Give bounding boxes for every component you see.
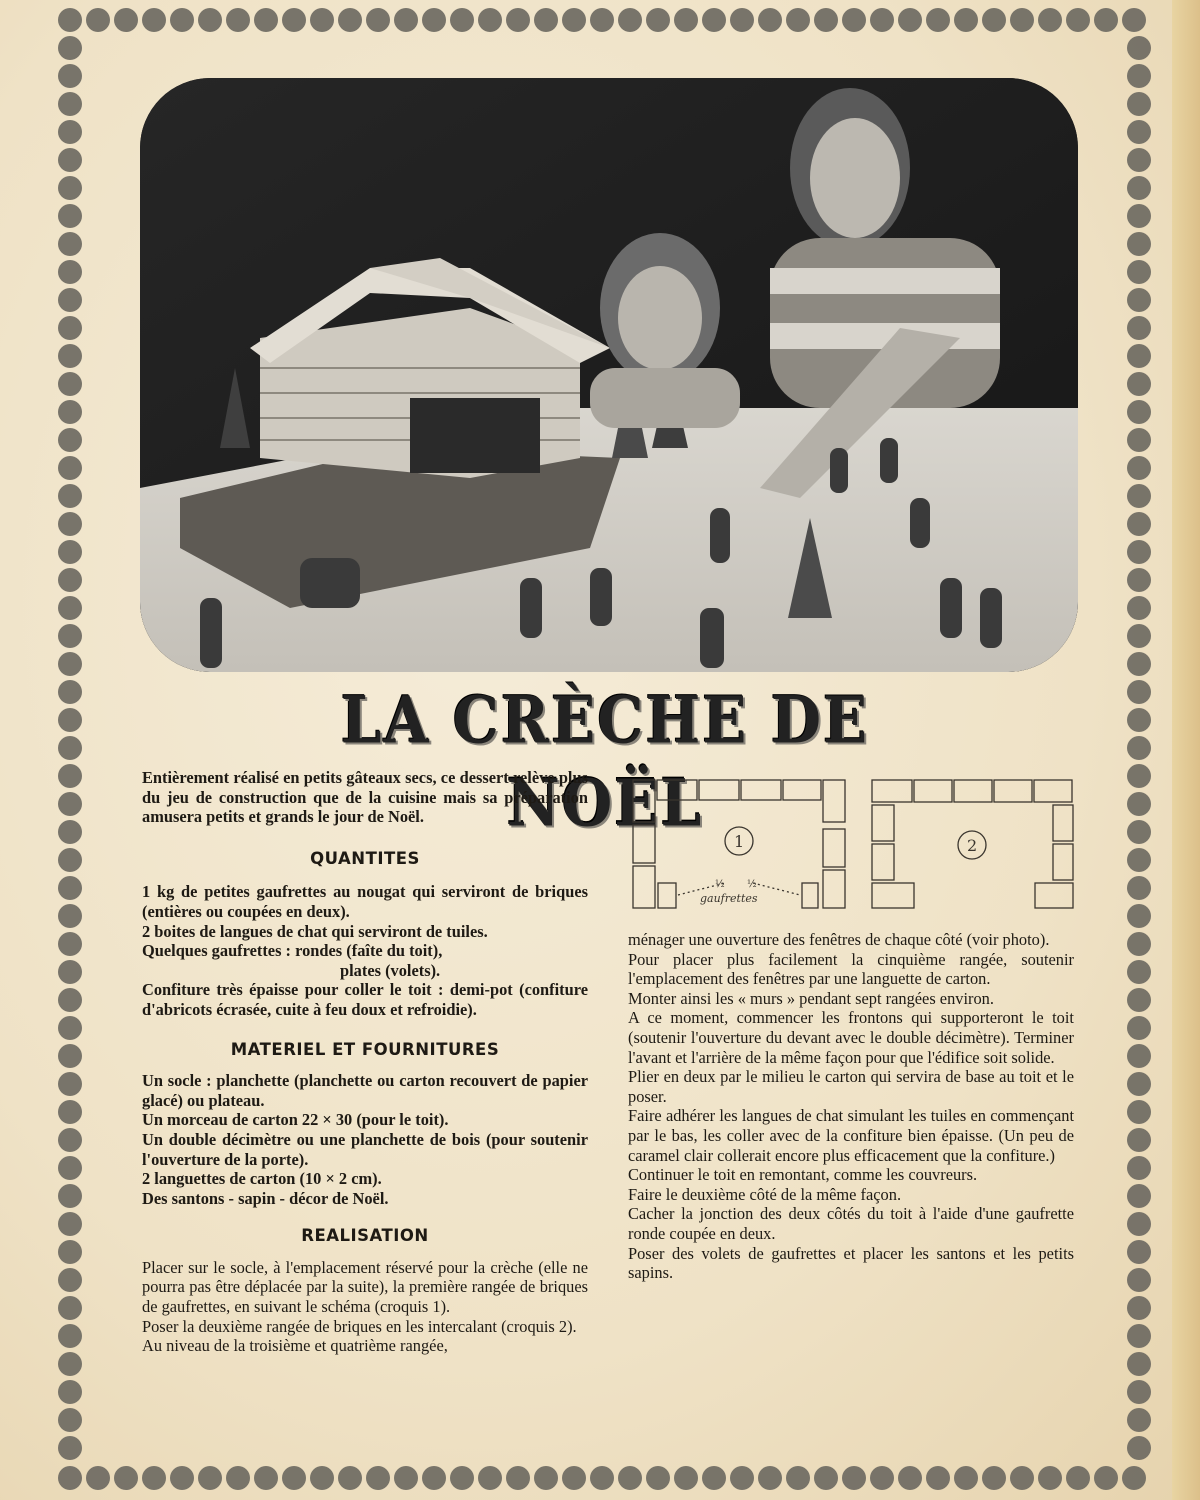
border-dot	[702, 1466, 726, 1490]
realisation-paragraph: Placer sur le socle, à l'emplacement réservé pour la crèche (elle ne pourra pas être déplacée par la suite), la première rangée de briques de gaufrettes, en suivant le schéma (croquis 1).	[142, 1257, 588, 1317]
border-dot	[58, 92, 82, 116]
border-dot	[58, 456, 82, 480]
border-dot	[478, 8, 502, 32]
sketch-annotation: gaufrettes	[700, 892, 758, 905]
border-dot	[58, 596, 82, 620]
border-dot	[170, 1466, 194, 1490]
border-dot	[1127, 148, 1151, 172]
photo-illustration	[140, 78, 1078, 672]
border-dot	[58, 1436, 82, 1460]
border-dot	[1038, 8, 1062, 32]
border-dot	[1127, 1240, 1151, 1264]
border-dot	[618, 8, 642, 32]
heading-materiel: MATERIEL ET FOURNITURES	[230, 1039, 500, 1059]
border-dot	[338, 1466, 362, 1490]
realisation-paragraph: Poser des volets de gaufrettes et placer les santons et les petits sapins.	[628, 1243, 1074, 1283]
border-dot	[58, 904, 82, 928]
border-dot	[1127, 680, 1151, 704]
border-dot	[310, 1466, 334, 1490]
border-dot	[758, 8, 782, 32]
border-dot	[1127, 540, 1151, 564]
realisation-paragraph: Pour placer plus facilement la cinquième rangée, soutenir l'emplacement des fenêtres par une languette de carton.	[628, 949, 1074, 989]
border-dot	[1127, 1072, 1151, 1096]
border-dot	[58, 428, 82, 452]
realisation-paragraph: Monter ainsi les « murs » pendant sept rangées environ.	[628, 988, 994, 1008]
border-dot	[646, 1466, 670, 1490]
border-dot	[1127, 1380, 1151, 1404]
border-dot	[1127, 288, 1151, 312]
border-dot	[198, 8, 222, 32]
border-dot	[58, 8, 82, 32]
border-dot	[1127, 764, 1151, 788]
border-dot	[394, 8, 418, 32]
border-dot	[58, 512, 82, 536]
realisation-paragraph: Plier en deux par le milieu le carton qui servira de base au toit et le poser.	[628, 1067, 1074, 1106]
border-dot	[1127, 456, 1151, 480]
page-edge	[1172, 0, 1200, 1500]
border-dot	[58, 1128, 82, 1152]
dot-border-left	[58, 36, 82, 1460]
border-dot	[254, 1466, 278, 1490]
quantite-item: plates (volets).	[340, 960, 441, 980]
materiel-item: Un socle : planchette (planchette ou carton recouvert de papier glacé) ou plateau.	[142, 1071, 588, 1110]
border-dot	[1127, 652, 1151, 676]
border-dot	[58, 540, 82, 564]
sketch-annotation: ½	[747, 879, 757, 890]
border-dot	[366, 8, 390, 32]
border-dot	[1127, 876, 1151, 900]
border-dot	[58, 1156, 82, 1180]
border-dot	[562, 8, 586, 32]
intro-paragraph: Entièrement réalisé en petits gâteaux secs, ce dessert relève plus du jeu de construction que de la cuisine mais sa préparation amusera petits et grands le jour de Noël.	[142, 768, 588, 827]
border-dot	[58, 260, 82, 284]
border-dot	[1127, 232, 1151, 256]
sketch-annotation: ½	[715, 879, 725, 890]
border-dot	[982, 1466, 1006, 1490]
border-dot	[58, 652, 82, 676]
border-dot	[730, 1466, 754, 1490]
border-dot	[366, 1466, 390, 1490]
construction-sketches	[625, 775, 1080, 910]
border-dot	[58, 400, 82, 424]
border-dot	[786, 1466, 810, 1490]
border-dot	[926, 8, 950, 32]
border-dot	[674, 8, 698, 32]
border-dot	[58, 148, 82, 172]
dot-border-right	[1127, 36, 1151, 1460]
border-dot	[1127, 372, 1151, 396]
realisation-paragraph: Poser la deuxième rangée de briques en les intercalant (croquis 2).	[142, 1316, 577, 1336]
page-title: LA CRÈCHE DE NOËL	[340, 681, 870, 841]
border-dot	[58, 1044, 82, 1068]
left-column	[142, 768, 588, 1356]
dot-border-top	[58, 8, 1146, 32]
border-dot	[58, 932, 82, 956]
border-dot	[58, 1212, 82, 1236]
border-dot	[1127, 92, 1151, 116]
border-dot	[1127, 736, 1151, 760]
border-dot	[786, 8, 810, 32]
border-dot	[1127, 568, 1151, 592]
border-dot	[338, 8, 362, 32]
border-dot	[1127, 1044, 1151, 1068]
border-dot	[1127, 344, 1151, 368]
border-dot	[58, 1100, 82, 1124]
border-dot	[1127, 932, 1151, 956]
border-dot	[422, 8, 446, 32]
border-dot	[394, 1466, 418, 1490]
border-dot	[450, 1466, 474, 1490]
heading-quantites: QUANTITES	[310, 848, 420, 868]
border-dot	[1127, 708, 1151, 732]
border-dot	[58, 624, 82, 648]
border-dot	[842, 1466, 866, 1490]
border-dot	[702, 8, 726, 32]
border-dot	[1127, 176, 1151, 200]
border-dot	[590, 8, 614, 32]
border-dot	[114, 8, 138, 32]
border-dot	[58, 36, 82, 60]
materiel-item: Un morceau de carton 22 × 30 (pour le toit).	[142, 1110, 449, 1130]
border-dot	[1127, 1296, 1151, 1320]
border-dot	[1127, 120, 1151, 144]
border-dot	[58, 1380, 82, 1404]
border-dot	[1127, 1100, 1151, 1124]
border-dot	[58, 960, 82, 984]
realisation-paragraph: Cacher la jonction des deux côtés du toit à l'aide d'une gaufrette ronde coupée en deux.	[628, 1204, 1074, 1243]
realisation-paragraph: Faire adhérer les langues de chat simulant les tuiles en commençant par le bas, les coller avec de la confiture bien épaisse. (Un peu de caramel clair collerait encore plus efficacement que la confiture.)	[628, 1106, 1074, 1165]
border-dot	[58, 1352, 82, 1376]
border-dot	[1127, 1156, 1151, 1180]
border-dot	[1127, 204, 1151, 228]
realisation-paragraph: Au niveau de la troisième et quatrième rangée,	[142, 1336, 448, 1356]
border-dot	[898, 1466, 922, 1490]
border-dot	[58, 344, 82, 368]
border-dot	[58, 568, 82, 592]
border-dot	[58, 988, 82, 1012]
border-dot	[506, 8, 530, 32]
border-dot	[1127, 36, 1151, 60]
quantite-item: 1 kg de petites gaufrettes au nougat qui serviront de briques (entières ou coupées en deux).	[142, 882, 588, 921]
border-dot	[422, 1466, 446, 1490]
border-dot	[1127, 848, 1151, 872]
materiel-item: Un double décimètre ou une planchette de bois (pour soutenir l'ouverture de la porte).	[142, 1129, 588, 1169]
border-dot	[1122, 1466, 1146, 1490]
border-dot	[1066, 8, 1090, 32]
border-dot	[954, 1466, 978, 1490]
border-dot	[1127, 1268, 1151, 1292]
border-dot	[170, 8, 194, 32]
border-dot	[534, 1466, 558, 1490]
border-dot	[870, 1466, 894, 1490]
border-dot	[58, 1268, 82, 1292]
border-dot	[1127, 484, 1151, 508]
border-dot	[58, 1324, 82, 1348]
border-dot	[1127, 64, 1151, 88]
border-dot	[58, 848, 82, 872]
border-dot	[1066, 1466, 1090, 1490]
border-dot	[1127, 1324, 1151, 1348]
border-dot	[1127, 1408, 1151, 1432]
border-dot	[1127, 512, 1151, 536]
border-dot	[1127, 960, 1151, 984]
border-dot	[58, 1184, 82, 1208]
border-dot	[282, 1466, 306, 1490]
border-dot	[114, 1466, 138, 1490]
border-dot	[58, 484, 82, 508]
sketch-1-label: 1	[734, 832, 745, 851]
border-dot	[58, 176, 82, 200]
border-dot	[1038, 1466, 1062, 1490]
right-column	[628, 930, 1074, 1283]
border-dot	[58, 792, 82, 816]
border-dot	[198, 1466, 222, 1490]
border-dot	[590, 1466, 614, 1490]
border-dot	[730, 8, 754, 32]
realisation-paragraph: Faire le deuxième côté de la même façon.	[628, 1184, 902, 1204]
border-dot	[1127, 1128, 1151, 1152]
border-dot	[1127, 428, 1151, 452]
realisation-paragraph: Continuer le toit en remontant, comme les couvreurs.	[628, 1165, 978, 1185]
border-dot	[562, 1466, 586, 1490]
border-dot	[1127, 596, 1151, 620]
border-dot	[450, 8, 474, 32]
border-dot	[1127, 1016, 1151, 1040]
border-dot	[1127, 904, 1151, 928]
border-dot	[814, 8, 838, 32]
border-dot	[86, 1466, 110, 1490]
border-dot	[58, 708, 82, 732]
border-dot	[1127, 260, 1151, 284]
border-dot	[1127, 1212, 1151, 1236]
border-dot	[954, 8, 978, 32]
border-dot	[1127, 316, 1151, 340]
border-dot	[506, 1466, 530, 1490]
border-dot	[58, 1072, 82, 1096]
border-dot	[58, 736, 82, 760]
border-dot	[58, 316, 82, 340]
border-dot	[58, 1408, 82, 1432]
border-dot	[58, 120, 82, 144]
border-dot	[86, 8, 110, 32]
realisation-paragraph: ménager une ouverture des fenêtres de chaque côté (voir photo).	[628, 930, 1050, 949]
sketch-2-label: 2	[967, 836, 978, 855]
border-dot	[58, 820, 82, 844]
border-dot	[58, 232, 82, 256]
border-dot	[1127, 1184, 1151, 1208]
border-dot	[926, 1466, 950, 1490]
border-dot	[58, 1296, 82, 1320]
realisation-paragraph: A ce moment, commencer les frontons qui supporteront le toit (soutenir l'ouverture du devant avec le double décimètre). Terminer l'avant et l'arrière de la même façon pour que l'édifice soit solide.	[628, 1008, 1074, 1067]
border-dot	[1010, 8, 1034, 32]
border-dot	[870, 8, 894, 32]
quantite-item: Confiture très épaisse pour coller le toit : demi-pot (confiture d'abricots écrasée, cuite à feu doux et refroidie).	[142, 980, 588, 1019]
border-dot	[142, 1466, 166, 1490]
border-dot	[58, 1240, 82, 1264]
border-dot	[58, 764, 82, 788]
border-dot	[1127, 400, 1151, 424]
border-dot	[814, 1466, 838, 1490]
border-dot	[226, 8, 250, 32]
border-dot	[1127, 624, 1151, 648]
border-dot	[1122, 8, 1146, 32]
border-dot	[842, 8, 866, 32]
materiel-item: Des santons - sapin - décor de Noël.	[142, 1188, 389, 1208]
border-dot	[646, 8, 670, 32]
quantite-item: 2 boites de langues de chat qui serviront de tuiles.	[142, 921, 488, 941]
border-dot	[758, 1466, 782, 1490]
border-dot	[674, 1466, 698, 1490]
border-dot	[58, 204, 82, 228]
border-dot	[1127, 820, 1151, 844]
border-dot	[58, 372, 82, 396]
border-dot	[58, 1016, 82, 1040]
border-dot	[1094, 1466, 1118, 1490]
border-dot	[982, 8, 1006, 32]
border-dot	[618, 1466, 642, 1490]
border-dot	[1094, 8, 1118, 32]
border-dot	[534, 8, 558, 32]
border-dot	[142, 8, 166, 32]
border-dot	[58, 876, 82, 900]
border-dot	[1127, 988, 1151, 1012]
heading-realisation: REALISATION	[301, 1226, 429, 1246]
border-dot	[58, 64, 82, 88]
border-dot	[1127, 1352, 1151, 1376]
border-dot	[1010, 1466, 1034, 1490]
border-dot	[58, 680, 82, 704]
hero-photo	[140, 78, 1078, 672]
border-dot	[226, 1466, 250, 1490]
border-dot	[282, 8, 306, 32]
materiel-item: 2 languettes de carton (10 × 2 cm).	[142, 1169, 382, 1189]
border-dot	[58, 288, 82, 312]
brick-layout-diagrams	[625, 775, 1080, 910]
border-dot	[58, 1466, 82, 1490]
quantite-item: Quelques gaufrettes : rondes (faîte du toit),	[142, 941, 443, 961]
border-dot	[478, 1466, 502, 1490]
border-dot	[1127, 792, 1151, 816]
border-dot	[254, 8, 278, 32]
border-dot	[310, 8, 334, 32]
border-dot	[898, 8, 922, 32]
border-dot	[1127, 1436, 1151, 1460]
dot-border-bottom	[58, 1466, 1146, 1490]
